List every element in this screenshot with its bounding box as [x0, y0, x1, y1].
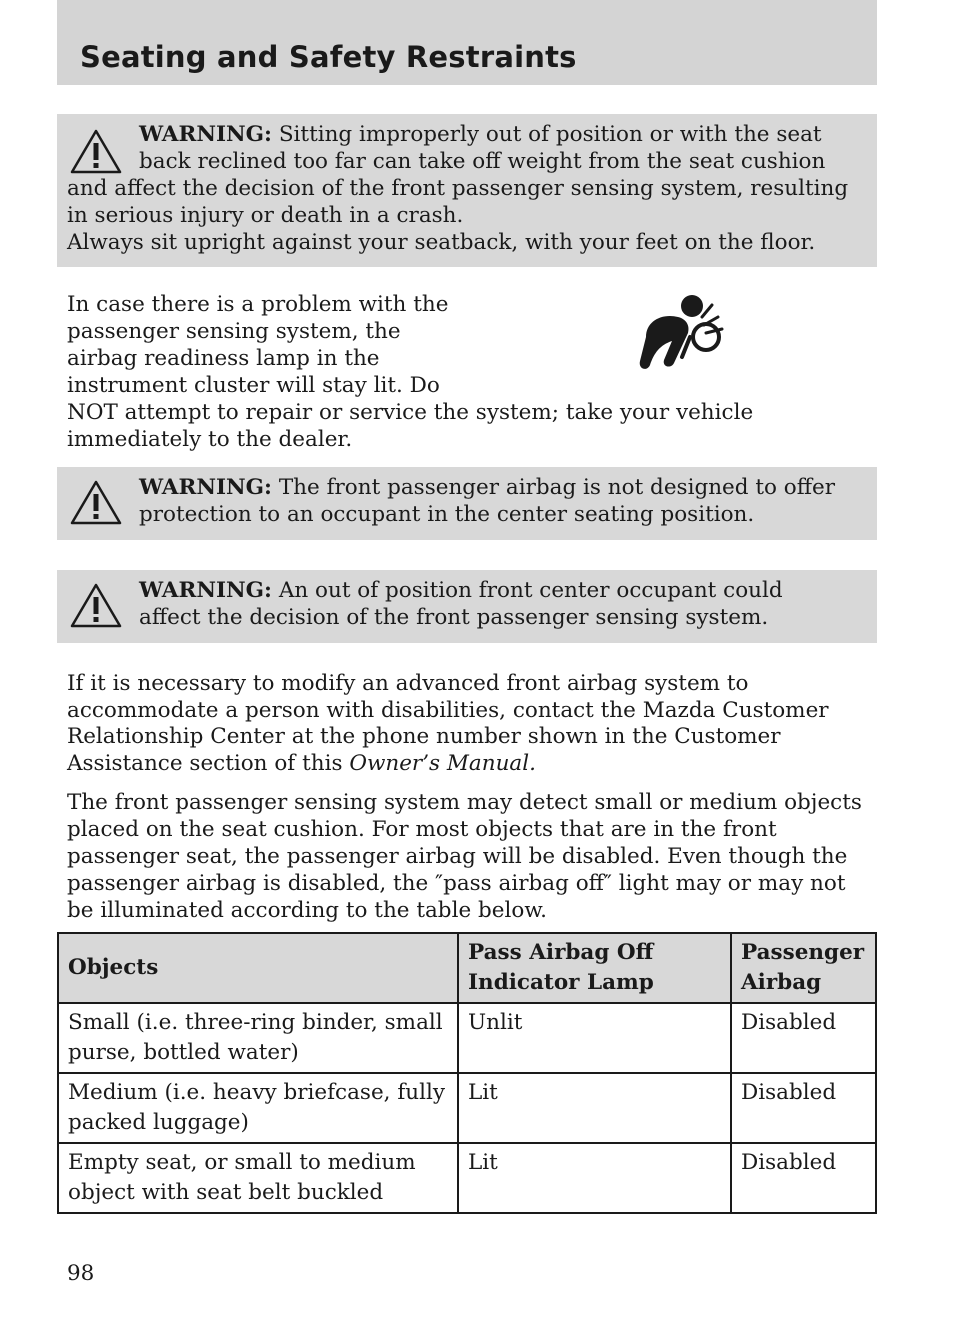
warning-label: WARNING:: [139, 578, 272, 603]
airbag-readiness-icon: [638, 293, 728, 383]
page-title: Seating and Safety Restraints: [80, 40, 577, 74]
body-text-line: be illuminated according to the table below.: [67, 898, 548, 923]
body-text-line: immediately to the dealer.: [67, 427, 353, 452]
warning-triangle-icon: [70, 479, 122, 525]
body-text-line: Assistance section of this Owner’s Manual.: [67, 751, 536, 776]
manual-title: Owner’s Manual.: [349, 751, 536, 776]
body-text-line: passenger sensing system, the: [67, 319, 401, 344]
body-text-line: passenger airbag is disabled, the ″pass airbag off″ light may or may not: [67, 871, 846, 896]
table-header-row: [58, 933, 876, 1003]
column-header-passenger-airbag: Passenger Airbag: [731, 933, 876, 1003]
body-text-line: accommodate a person with disabilities, contact the Mazda Customer: [67, 698, 829, 723]
page-number: 98: [67, 1261, 95, 1286]
cell-object: Medium (i.e. heavy briefcase, fully packed luggage): [58, 1073, 458, 1143]
objects-table: [57, 932, 877, 1214]
cell-airbag: Disabled: [731, 1003, 876, 1073]
column-header-indicator-lamp: Pass Airbag Off Indicator Lamp: [458, 933, 731, 1003]
cell-lamp: Lit: [458, 1073, 731, 1143]
warning-text-line: WARNING: An out of position front center occupant could: [139, 578, 783, 603]
body-text-line: NOT attempt to repair or service the system; take your vehicle: [67, 400, 754, 425]
body-text-line: If it is necessary to modify an advanced front airbag system to: [67, 671, 749, 696]
warning-box-center-seat: [57, 467, 877, 540]
warning-text-line: affect the decision of the front passenger sensing system.: [139, 605, 769, 630]
warning-label: WARNING:: [139, 122, 272, 147]
body-text-line: instrument cluster will stay lit. Do: [67, 373, 440, 398]
warning-text-line: WARNING: Sitting improperly out of position or with the seat: [139, 122, 822, 147]
column-header-objects: Objects: [58, 933, 458, 1003]
cell-airbag: Disabled: [731, 1143, 876, 1213]
warning-triangle-icon: [70, 128, 122, 174]
body-text-line: airbag readiness lamp in the: [67, 346, 380, 371]
cell-object: Empty seat, or small to medium object with seat belt buckled: [58, 1143, 458, 1213]
cell-airbag: Disabled: [731, 1073, 876, 1143]
warning-text-line: back reclined too far can take off weight from the seat cushion: [139, 149, 826, 174]
body-text-line: placed on the seat cushion. For most objects that are in the front: [67, 817, 777, 842]
warning-text-line: WARNING: The front passenger airbag is not designed to offer: [139, 475, 836, 500]
warning-text-line: and affect the decision of the front passenger sensing system, resulting: [67, 176, 849, 201]
cell-object: Small (i.e. three-ring binder, small purse, bottled water): [58, 1003, 458, 1073]
table-row: [58, 1073, 876, 1143]
table-row: [58, 1003, 876, 1073]
cell-lamp: Lit: [458, 1143, 731, 1213]
warning-text-line: protection to an occupant in the center seating position.: [139, 502, 755, 527]
warning-text-line: Always sit upright against your seatback, with your feet on the floor.: [67, 230, 816, 255]
body-text-line: Relationship Center at the phone number shown in the Customer: [67, 724, 781, 749]
warning-box-center-occupant: [57, 570, 877, 643]
table-row: [58, 1143, 876, 1213]
body-text-line: In case there is a problem with the: [67, 292, 449, 317]
warning-label: WARNING:: [139, 475, 272, 500]
warning-box-seating-position: [57, 114, 877, 267]
warning-text-line: in serious injury or death in a crash.: [67, 203, 464, 228]
body-text-line: passenger seat, the passenger airbag will be disabled. Even though the: [67, 844, 848, 869]
body-text-line: The front passenger sensing system may detect small or medium objects: [67, 790, 862, 815]
cell-lamp: Unlit: [458, 1003, 731, 1073]
warning-triangle-icon: [70, 582, 122, 628]
